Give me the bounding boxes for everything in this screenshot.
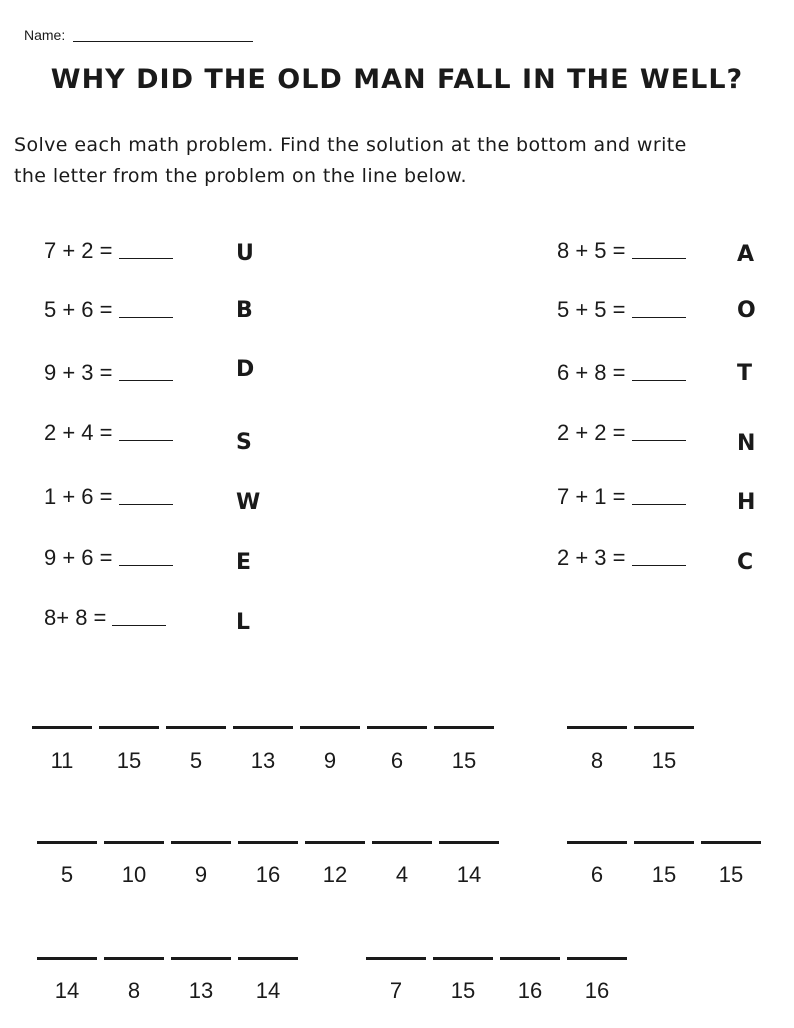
problem-letter: B (236, 298, 253, 323)
problem-right-4 (557, 420, 686, 446)
instructions-line-2: the letter from the problem on the line below. (14, 165, 467, 187)
answer-number: 14 (54, 978, 80, 1003)
answer-blank[interactable] (119, 440, 173, 441)
answer-number: 5 (189, 748, 203, 773)
answer-number: 7 (389, 978, 403, 1003)
answer-letter-line[interactable] (366, 957, 426, 960)
problem-right-5 (557, 484, 686, 510)
problem-left-3 (44, 360, 173, 386)
answer-number: 6 (390, 748, 404, 773)
problem-left-6 (44, 545, 173, 571)
problem-right-1 (557, 238, 686, 264)
answer-blank[interactable] (119, 317, 173, 318)
answer-number: 15 (718, 862, 744, 887)
answer-blank[interactable] (632, 565, 686, 566)
answer-number: 16 (584, 978, 610, 1003)
answer-letter-line[interactable] (567, 957, 627, 960)
answer-number: 12 (322, 862, 348, 887)
problem-expression: 2 + 3 = (557, 545, 626, 570)
name-field-line[interactable] (73, 41, 253, 42)
problem-left-5 (44, 484, 173, 510)
answer-blank[interactable] (119, 258, 173, 259)
problem-left-1 (44, 238, 173, 264)
answer-letter-line[interactable] (233, 726, 293, 729)
problem-expression: 7 + 2 = (44, 238, 113, 263)
problem-letter: O (737, 298, 756, 323)
answer-number: 4 (395, 862, 409, 887)
problem-letter: A (737, 242, 755, 267)
problem-left-2 (44, 297, 173, 323)
problem-letter: H (737, 490, 756, 515)
problem-right-2 (557, 297, 686, 323)
answer-blank[interactable] (119, 504, 173, 505)
problem-letter: C (737, 550, 754, 575)
answer-number: 14 (456, 862, 482, 887)
problem-expression: 6 + 8 = (557, 360, 626, 385)
answer-letter-line[interactable] (439, 841, 499, 844)
answer-letter-line[interactable] (32, 726, 92, 729)
problem-expression: 9 + 3 = (44, 360, 113, 385)
answer-number: 8 (590, 748, 604, 773)
problem-right-6 (557, 545, 686, 571)
problem-expression: 8 + 5 = (557, 238, 626, 263)
answer-letter-line[interactable] (104, 841, 164, 844)
answer-number: 15 (116, 748, 142, 773)
answer-number: 9 (323, 748, 337, 773)
name-label: Name: (24, 27, 66, 43)
answer-blank[interactable] (632, 258, 686, 259)
problem-expression: 5 + 6 = (44, 297, 113, 322)
answer-letter-line[interactable] (567, 841, 627, 844)
problem-letter: L (236, 610, 251, 635)
problem-left-4 (44, 420, 173, 446)
problem-left-7 (44, 605, 166, 631)
answer-blank[interactable] (632, 504, 686, 505)
answer-letter-line[interactable] (372, 841, 432, 844)
answer-letter-line[interactable] (701, 841, 761, 844)
answer-number: 13 (188, 978, 214, 1003)
answer-blank[interactable] (119, 380, 173, 381)
answer-number: 13 (250, 748, 276, 773)
answer-number: 15 (651, 862, 677, 887)
answer-number: 5 (60, 862, 74, 887)
page-title: WHY DID THE OLD MAN FALL IN THE WELL? (50, 64, 744, 95)
answer-letter-line[interactable] (166, 726, 226, 729)
answer-blank[interactable] (119, 565, 173, 566)
answer-letter-line[interactable] (37, 957, 97, 960)
answer-letter-line[interactable] (171, 841, 231, 844)
problem-expression: 9 + 6 = (44, 545, 113, 570)
answer-letter-line[interactable] (238, 841, 298, 844)
answer-number: 8 (127, 978, 141, 1003)
problem-letter: W (236, 490, 261, 515)
problem-expression: 2 + 2 = (557, 420, 626, 445)
answer-number: 16 (517, 978, 543, 1003)
answer-blank[interactable] (112, 625, 166, 626)
problem-letter: S (236, 430, 252, 455)
answer-number: 15 (451, 748, 477, 773)
problem-expression: 2 + 4 = (44, 420, 113, 445)
problem-expression: 7 + 1 = (557, 484, 626, 509)
answer-letter-line[interactable] (104, 957, 164, 960)
problem-expression: 5 + 5 = (557, 297, 626, 322)
answer-number: 9 (194, 862, 208, 887)
answer-blank[interactable] (632, 440, 686, 441)
answer-letter-line[interactable] (300, 726, 360, 729)
problem-expression: 8+ 8 = (44, 605, 107, 630)
answer-number: 6 (590, 862, 604, 887)
answer-letter-line[interactable] (171, 957, 231, 960)
answer-letter-line[interactable] (634, 841, 694, 844)
problem-letter: E (236, 550, 252, 575)
answer-number: 14 (255, 978, 281, 1003)
answer-letter-line[interactable] (367, 726, 427, 729)
problem-expression: 1 + 6 = (44, 484, 113, 509)
answer-blank[interactable] (632, 380, 686, 381)
answer-number: 11 (50, 748, 74, 773)
instructions (14, 130, 794, 192)
answer-letter-line[interactable] (434, 726, 494, 729)
answer-number: 10 (121, 862, 147, 887)
answer-number: 16 (255, 862, 281, 887)
problem-letter: N (737, 431, 756, 456)
problem-letter: U (236, 241, 254, 266)
answer-letter-line[interactable] (500, 957, 560, 960)
answer-letter-line[interactable] (567, 726, 627, 729)
answer-number: 15 (651, 748, 677, 773)
problem-letter: D (236, 357, 255, 382)
answer-blank[interactable] (632, 317, 686, 318)
problem-letter: T (737, 361, 753, 386)
answer-letter-line[interactable] (634, 726, 694, 729)
instructions-line-1: Solve each math problem. Find the solution at the bottom and write (14, 134, 687, 156)
answer-letter-line[interactable] (37, 841, 97, 844)
answer-letter-line[interactable] (305, 841, 365, 844)
problem-right-3 (557, 360, 686, 386)
answer-number: 15 (450, 978, 476, 1003)
answer-letter-line[interactable] (433, 957, 493, 960)
answer-letter-line[interactable] (238, 957, 298, 960)
answer-letter-line[interactable] (99, 726, 159, 729)
